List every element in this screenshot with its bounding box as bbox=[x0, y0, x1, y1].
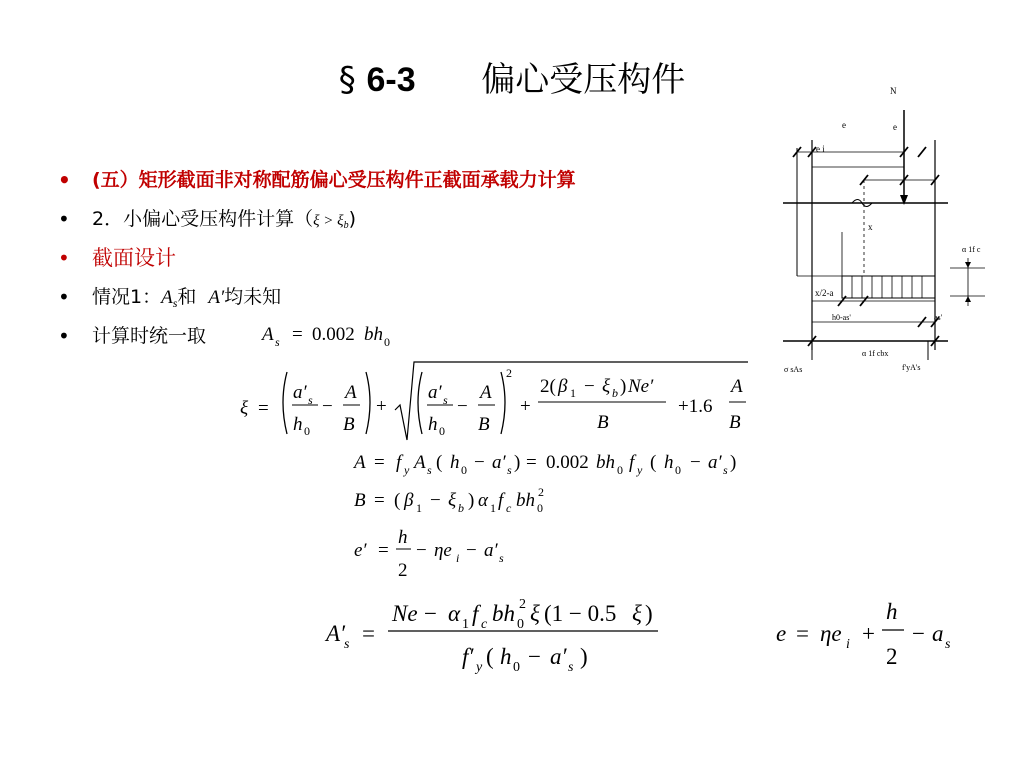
A-definition bbox=[352, 452, 736, 477]
diagram-label-sigmasAs: σ sAs bbox=[784, 365, 803, 374]
svg-text:β: β bbox=[404, 490, 414, 511]
diagram-label-e: e bbox=[842, 120, 846, 130]
bullet-text-4-pre: 情况1： bbox=[92, 286, 162, 308]
svg-text:s: s bbox=[568, 660, 574, 675]
svg-text:c: c bbox=[506, 501, 512, 515]
xi-subscript: b bbox=[343, 220, 349, 231]
svg-text:0: 0 bbox=[617, 463, 623, 477]
svg-text:=: = bbox=[374, 490, 385, 511]
svg-text:0: 0 bbox=[304, 424, 310, 438]
svg-text:A: A bbox=[731, 376, 743, 397]
svg-text:(: ( bbox=[394, 490, 401, 511]
diagram-label-x-half: x/2-a bbox=[815, 288, 834, 298]
As-prime-symbol: A′ bbox=[208, 287, 225, 308]
svg-text:0: 0 bbox=[439, 424, 445, 438]
svg-text:β: β bbox=[558, 376, 568, 397]
svg-text:): ) bbox=[514, 452, 521, 473]
svg-text:0.002: 0.002 bbox=[312, 324, 355, 345]
svg-text:a′: a′ bbox=[708, 452, 722, 473]
svg-text:Ne′: Ne′ bbox=[628, 376, 654, 397]
svg-text:−: − bbox=[424, 601, 437, 626]
as-min-formula bbox=[260, 324, 390, 349]
svg-text:=: = bbox=[796, 621, 809, 646]
svg-text:h: h bbox=[428, 414, 438, 435]
svg-text:−: − bbox=[416, 540, 427, 561]
diagram-label-a1fc: α 1f c bbox=[962, 245, 981, 254]
svg-text:h: h bbox=[664, 452, 674, 473]
svg-text:α: α bbox=[478, 490, 488, 511]
svg-text:0: 0 bbox=[461, 463, 467, 477]
svg-text:(1 − 0.5: (1 − 0.5 bbox=[544, 601, 617, 626]
bullet-text-5: 计算时统一取 bbox=[92, 325, 207, 347]
svg-text:0: 0 bbox=[537, 501, 543, 515]
section-diagram bbox=[783, 86, 985, 374]
bullet-text-1: (五）矩形截面非对称配筋偏心受压构件正截面承载力计算 bbox=[92, 169, 576, 191]
e-prime-definition bbox=[354, 527, 504, 581]
svg-text:s: s bbox=[499, 551, 504, 565]
svg-text:a′: a′ bbox=[550, 644, 567, 669]
svg-text:Ne: Ne bbox=[392, 601, 418, 626]
svg-text:ξ: ξ bbox=[240, 398, 249, 419]
svg-text:B: B bbox=[597, 412, 609, 433]
svg-text:A: A bbox=[354, 452, 366, 473]
svg-text:2: 2 bbox=[506, 366, 512, 380]
svg-text:s: s bbox=[507, 463, 512, 477]
svg-text:h: h bbox=[500, 644, 512, 669]
svg-text:bh: bh bbox=[492, 601, 515, 626]
svg-text:a′: a′ bbox=[484, 540, 498, 561]
svg-text:=: = bbox=[526, 452, 537, 473]
svg-text:0.002: 0.002 bbox=[546, 452, 589, 473]
bullet-text-2: 2．小偏心受压构件计算（ bbox=[92, 208, 314, 230]
B-definition bbox=[354, 485, 544, 515]
svg-text:B: B bbox=[729, 412, 741, 433]
svg-text:=: = bbox=[362, 621, 375, 646]
diagram-label-x: x bbox=[868, 222, 873, 232]
diagram-label-h0as: h0-as' bbox=[832, 313, 851, 322]
svg-text:a′: a′ bbox=[293, 382, 307, 403]
svg-text:s: s bbox=[945, 637, 951, 652]
svg-text:A: A bbox=[480, 382, 492, 403]
svg-text:−: − bbox=[528, 644, 541, 669]
diagram-label-fyAs: f'yA's bbox=[902, 363, 921, 372]
bullet-text-2-close: ) bbox=[348, 208, 356, 230]
section-number: 6-3 bbox=[366, 61, 416, 99]
diagram-label-as-prime: as' bbox=[934, 313, 943, 322]
svg-text:b: b bbox=[458, 501, 464, 515]
svg-text:f: f bbox=[498, 490, 504, 511]
svg-text:e′: e′ bbox=[354, 540, 367, 561]
svg-text:y: y bbox=[637, 463, 643, 477]
svg-text:α: α bbox=[448, 601, 461, 626]
svg-text:+: + bbox=[520, 396, 531, 417]
svg-text:=: = bbox=[374, 452, 385, 473]
svg-text:A: A bbox=[262, 324, 274, 345]
svg-text:A: A bbox=[414, 452, 426, 473]
svg-text:−: − bbox=[474, 452, 485, 473]
svg-text:−: − bbox=[912, 621, 925, 646]
svg-text:c: c bbox=[481, 617, 488, 632]
svg-text:B: B bbox=[354, 490, 366, 511]
svg-text:i: i bbox=[456, 551, 460, 565]
svg-text:−: − bbox=[690, 452, 701, 473]
svg-text:h: h bbox=[293, 414, 303, 435]
diagram-label-N: N bbox=[890, 86, 897, 96]
svg-text:2(: 2( bbox=[540, 376, 556, 397]
svg-text:): ) bbox=[468, 490, 475, 511]
svg-text:(: ( bbox=[650, 452, 657, 473]
xi-condition: ξ > ξ bbox=[313, 213, 344, 229]
svg-text:B: B bbox=[478, 414, 490, 435]
svg-text:=: = bbox=[258, 398, 269, 419]
svg-text:(: ( bbox=[486, 644, 494, 669]
svg-text:s: s bbox=[723, 463, 728, 477]
As-symbol: A bbox=[161, 287, 173, 308]
diagram-label-ei: e i bbox=[816, 144, 825, 154]
bullet-text-4-mid: 和 bbox=[177, 286, 197, 308]
svg-text:f′: f′ bbox=[462, 644, 474, 669]
svg-text:0: 0 bbox=[384, 335, 390, 349]
e-definition bbox=[776, 599, 951, 669]
svg-text:): ) bbox=[580, 644, 588, 669]
svg-text:s: s bbox=[443, 393, 448, 407]
svg-text:0: 0 bbox=[513, 660, 520, 675]
svg-text:y: y bbox=[476, 660, 483, 675]
svg-text:A: A bbox=[345, 382, 357, 403]
svg-text:ξ: ξ bbox=[602, 376, 611, 397]
svg-text:f: f bbox=[396, 452, 402, 473]
svg-text:+1.6: +1.6 bbox=[678, 396, 713, 417]
svg-text:s: s bbox=[344, 637, 350, 652]
svg-text:−: − bbox=[322, 396, 333, 417]
svg-text:a: a bbox=[932, 621, 944, 646]
svg-text:ξ: ξ bbox=[530, 601, 540, 626]
svg-text:b: b bbox=[612, 386, 618, 400]
svg-text:1: 1 bbox=[570, 386, 576, 400]
bullet-text-3: 截面设计 bbox=[92, 246, 176, 270]
svg-text:h: h bbox=[398, 527, 408, 548]
svg-text:): ) bbox=[730, 452, 737, 473]
svg-text:ξ: ξ bbox=[448, 490, 457, 511]
diagram-label-e-right: e bbox=[893, 122, 897, 132]
svg-text:a′: a′ bbox=[492, 452, 506, 473]
svg-text:B: B bbox=[343, 414, 355, 435]
svg-text:ηe: ηe bbox=[820, 621, 842, 646]
svg-text:f: f bbox=[472, 601, 479, 626]
svg-text:h: h bbox=[450, 452, 460, 473]
svg-text:0: 0 bbox=[517, 617, 524, 632]
svg-text:2: 2 bbox=[398, 560, 408, 581]
svg-text:1: 1 bbox=[490, 501, 496, 515]
svg-text:): ) bbox=[645, 601, 653, 626]
svg-text:h: h bbox=[886, 599, 898, 624]
svg-text:+: + bbox=[862, 621, 875, 646]
svg-text:−: − bbox=[457, 396, 468, 417]
xi-formula bbox=[240, 362, 748, 440]
svg-text:2: 2 bbox=[886, 644, 898, 669]
svg-text:A′: A′ bbox=[326, 621, 346, 646]
svg-text:−: − bbox=[430, 490, 441, 511]
svg-text:1: 1 bbox=[416, 501, 422, 515]
As-prime-formula bbox=[324, 597, 658, 675]
bullet-text-4-post: 均未知 bbox=[224, 286, 282, 308]
section-title-text: 偏心受压构件 bbox=[481, 60, 686, 100]
svg-text:a′: a′ bbox=[428, 382, 442, 403]
svg-text:bh: bh bbox=[596, 452, 615, 473]
svg-text:2: 2 bbox=[538, 485, 544, 499]
diagram-label-a1fcbx: α 1f cbx bbox=[862, 349, 889, 358]
svg-text:ξ: ξ bbox=[632, 601, 642, 626]
svg-text:1: 1 bbox=[462, 617, 469, 632]
svg-text:s: s bbox=[275, 335, 280, 349]
svg-text:=: = bbox=[292, 324, 303, 345]
svg-text:): ) bbox=[620, 376, 627, 397]
svg-text:ηe: ηe bbox=[434, 540, 452, 561]
svg-text:y: y bbox=[404, 463, 410, 477]
svg-text:i: i bbox=[846, 637, 850, 652]
svg-text:bh: bh bbox=[516, 490, 535, 511]
svg-text:f: f bbox=[629, 452, 635, 473]
As-subscript: s bbox=[172, 296, 178, 310]
svg-text:0: 0 bbox=[675, 463, 681, 477]
svg-text:+: + bbox=[376, 396, 387, 417]
svg-text:−: − bbox=[466, 540, 477, 561]
svg-text:−: − bbox=[584, 376, 595, 397]
section-mark: § bbox=[338, 60, 356, 100]
svg-text:s: s bbox=[427, 463, 432, 477]
svg-text:bh: bh bbox=[364, 324, 383, 345]
svg-text:e: e bbox=[776, 621, 787, 646]
svg-text:2: 2 bbox=[519, 597, 526, 612]
svg-text:=: = bbox=[378, 540, 389, 561]
svg-text:s: s bbox=[308, 393, 313, 407]
svg-text:(: ( bbox=[436, 452, 443, 473]
